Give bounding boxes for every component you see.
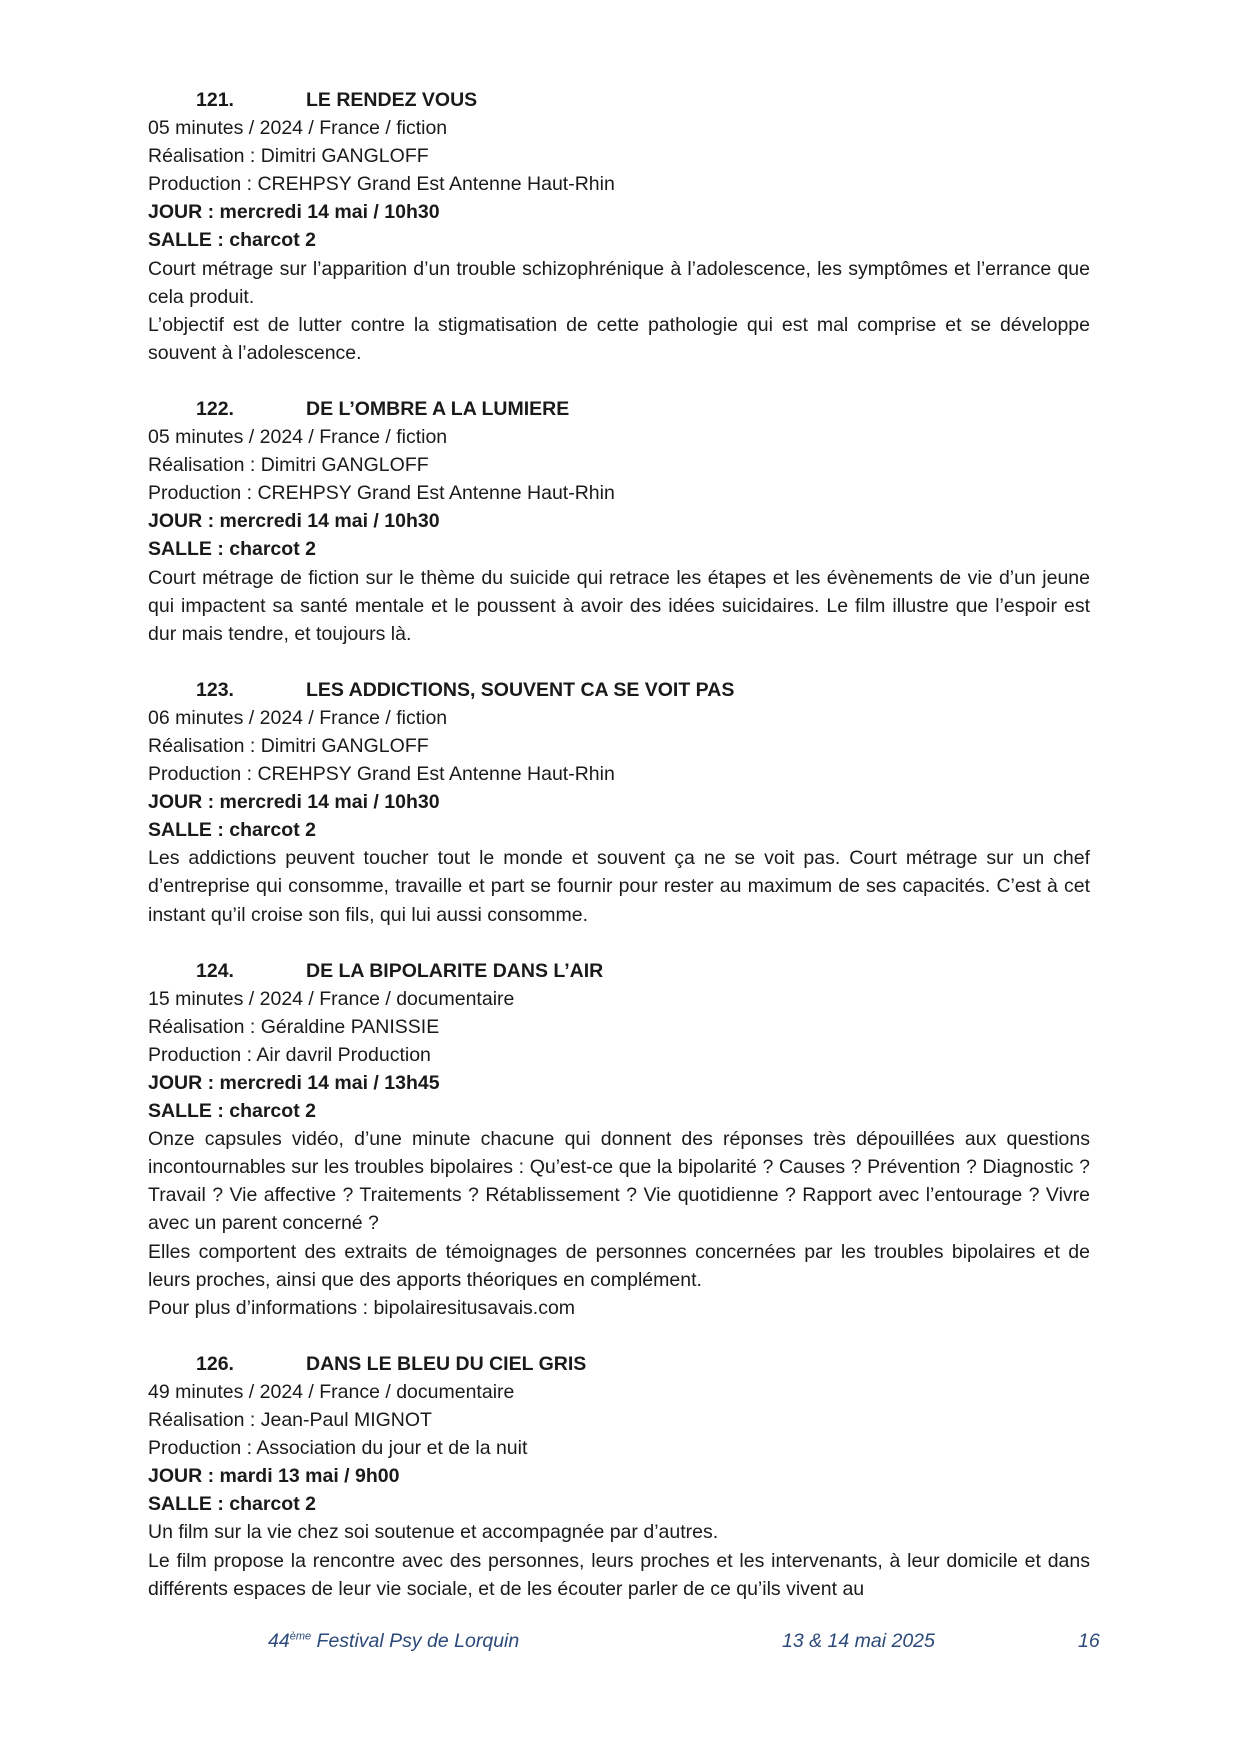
film-description: Un film sur la vie chez soi soutenue et accompagnée par d’autres. (148, 1521, 719, 1544)
film-production: Production : CREHPSY Grand Est Antenne Haut-Rhin (148, 763, 615, 786)
film-title: LES ADDICTIONS, SOUVENT CA SE VOIT PAS (306, 678, 735, 701)
film-description: Elles comportent des extraits de témoignages de personnes concernées par les troubles bipolaires et de leurs proches, ainsi que des apports théoriques en complément. (148, 1240, 1090, 1291)
film-description: Onze capsules vidéo, d’une minute chacune qui donnent des réponses très dépouillées aux questions incontournables sur les troubles bipolaires : Qu’est-ce que la bipolarité ? Causes ? Prévention ? Diagnostic ? Travail ? Vie affective ? Traitements ? Rétablissement ? Vie quotidienne ? Rapport avec l’entourage ? Vivre avec un parent concerné ? (148, 1128, 1090, 1235)
film-title: LE RENDEZ VOUS (306, 89, 478, 111)
film-day: JOUR : mercredi 14 mai / 10h30 (148, 510, 440, 533)
film-description: Les addictions peuvent toucher tout le monde et souvent ça ne se voit pas. Court métrage sur un chef d’entreprise qui consomme, travaille et part se fournir pour rester au maximum de ses capacités. C’est à cet instant qu’il croise son fils, qui lui aussi consomme. (148, 847, 1090, 926)
footer-festival-name (268, 1630, 519, 1653)
film-number: 124. (196, 959, 234, 982)
film-description: Court métrage sur l’apparition d’un trouble schizophrénique à l’adolescence, les symptômes et l’errance que cela produit. (148, 257, 1090, 308)
film-heading (148, 86, 1090, 114)
film-room: SALLE : charcot 2 (148, 229, 316, 252)
film-heading (148, 957, 1090, 985)
film-director: Réalisation : Jean-Paul MIGNOT (148, 1409, 432, 1432)
film-title: DE LA BIPOLARITE DANS L’AIR (306, 959, 604, 982)
film-details: 05 minutes / 2024 / France / fiction (148, 117, 448, 140)
film-production: Production : CREHPSY Grand Est Antenne Haut-Rhin (148, 173, 615, 196)
film-entry (148, 86, 1090, 367)
film-room: SALLE : charcot 2 (148, 1493, 316, 1516)
film-production: Production : CREHPSY Grand Est Antenne Haut-Rhin (148, 482, 615, 505)
film-entry (148, 957, 1090, 1322)
program-listing (148, 86, 1090, 1631)
film-day: JOUR : mercredi 14 mai / 10h30 (148, 791, 440, 814)
film-day: JOUR : mardi 13 mai / 9h00 (148, 1465, 400, 1488)
film-heading (148, 395, 1090, 423)
film-description: L’objectif est de lutter contre la stigmatisation de cette pathologie qui est mal comprise et se développe souvent à l’adolescence. (148, 313, 1090, 364)
footer-festival-title: Festival Psy de Lorquin (311, 1630, 520, 1652)
film-description: Court métrage de fiction sur le thème du suicide qui retrace les étapes et les évènements de vie d’un jeune qui impactent sa santé mentale et le poussent à avoir des idées suicidaires. Le film illustre que l’espoir est dur mais tendre, et toujours là. (148, 566, 1090, 645)
footer-dates: 13 & 14 mai 2025 (782, 1630, 935, 1652)
film-details: 15 minutes / 2024 / France / documentaire (148, 987, 515, 1010)
film-director: Réalisation : Dimitri GANGLOFF (148, 734, 429, 757)
page-number: 16 (1078, 1630, 1100, 1652)
film-number: 121. (196, 89, 234, 111)
film-production: Production : Association du jour et de la nuit (148, 1437, 528, 1460)
footer-edition-suffix: ème (289, 1630, 312, 1643)
page-footer (0, 1630, 1241, 1660)
film-details: 49 minutes / 2024 / France / documentaire (148, 1380, 515, 1403)
film-day: JOUR : mercredi 14 mai / 13h45 (148, 1072, 440, 1094)
film-number: 126. (196, 1352, 234, 1375)
film-room: SALLE : charcot 2 (148, 1100, 316, 1123)
film-day: JOUR : mercredi 14 mai / 10h30 (148, 201, 440, 224)
film-director: Réalisation : Géraldine PANISSIE (148, 1015, 440, 1038)
film-entry (148, 1350, 1090, 1603)
film-entry (148, 676, 1090, 929)
film-title: DE L’OMBRE A LA LUMIERE (306, 397, 570, 420)
film-title: DANS LE BLEU DU CIEL GRIS (306, 1352, 587, 1375)
film-heading (148, 676, 1090, 704)
footer-edition-number: 44 (268, 1630, 290, 1652)
film-room: SALLE : charcot 2 (148, 538, 316, 561)
film-entry (148, 395, 1090, 648)
film-info-link: Pour plus d’informations : bipolairesitusavais.com (148, 1296, 576, 1319)
film-director: Réalisation : Dimitri GANGLOFF (148, 454, 429, 477)
film-heading (148, 1350, 1090, 1378)
film-number: 123. (196, 678, 234, 701)
film-director: Réalisation : Dimitri GANGLOFF (148, 145, 429, 168)
film-details: 05 minutes / 2024 / France / fiction (148, 426, 448, 449)
film-number: 122. (196, 397, 234, 420)
film-description: Le film propose la rencontre avec des personnes, leurs proches et les intervenants, à leur domicile et dans différents espaces de leur vie sociale, et de les écouter parler de ce qu’ils vivent au (148, 1549, 1090, 1600)
film-production: Production : Air davril Production (148, 1043, 431, 1066)
film-details: 06 minutes / 2024 / France / fiction (148, 706, 448, 729)
film-room: SALLE : charcot 2 (148, 819, 316, 842)
